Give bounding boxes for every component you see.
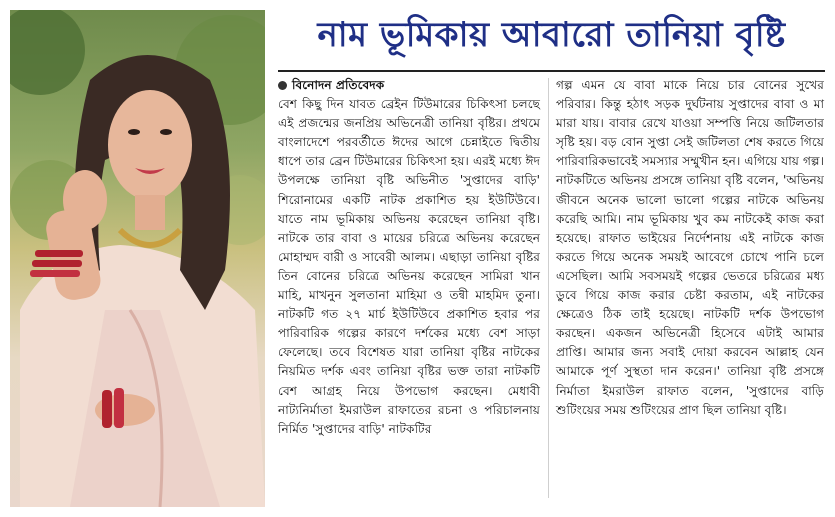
article-headline: নাম ভূমিকায় আবারো তানিয়া বৃষ্টি [317,14,786,55]
byline-text: বিনোদন প্রতিবেদক [292,78,385,92]
article-column-1 [278,76,540,439]
column-2-text: গল্প এমন যে বাবা মাকে নিয়ে চার বোনের সুখের পরিবার। কিন্তু হঠাৎ সড়ক দুর্ঘটনায় সুপ্তাদের বাবা ও মা মারা যায়। বাবার রেখে যাওয়া সম্পত্তি নিয়ে জটিলতার সৃষ্টি হয়। বড় বোন সুপ্তা সেই জটিলতা শেষ করতে গিয়ে পারিবারিকভাবেই সমস্যার সম্মুখীন হন। এগিয়ে যায় গল্প। নাটকটিতে অভিনয় প্রসঙ্গে তানিয়া বৃষ্টি বলেন, 'অভিনয় জীবনে অনেক ভালো ভালো গল্পের নাটকে অভিনয় করেছি আমি। নাম ভূমিকায় খুব কম নাটকেই কাজ করা হয়েছে। রাফাত ভাইয়ের নির্দেশনায় এই নাটকে কাজ করতে গিয়ে অনেক সময়ই আবেগে চোখে পানি চলে এসেছিল। আমি সবসময়ই গল্পের ভেতরে চরিত্রের মধ্য ডুবে গিয়ে কাজ করার চেষ্টা করতাম, এই নাটকের ক্ষেত্রেও ঠিক তাই হয়েছে। নাটকটি দর্শক উপভোগ করছেন। একজন অভিনেত্রী হিসেবে এটাই আমার প্রাপ্তি। আমার জন্য সবাই দোয়া করবেন আল্লাহ যেন আমাকে পূর্ণ সুস্থতা দান করেন।' তানিয়া বৃষ্টি প্রসঙ্গে নির্মাতা ইমরাউল রাফাত বলেন, 'সুপ্তাদের বাড়ি শুটিংয়ের সময় শুটিংয়ের প্রাণ ছিল তানিয়া বৃষ্টি। [556,78,824,417]
column-divider [548,78,549,498]
headline-rule [278,70,825,72]
bullet-icon [278,81,287,90]
portrait-photo [10,10,265,507]
portrait-illustration [10,10,265,507]
column-1-text: বেশ কিছু দিন যাবত ব্রেইন টিউমারের চিকিৎসা চলছে এই প্রজন্মের জনপ্রিয় অভিনেত্রী তানিয়া বৃষ্টির। প্রথমে বাংলাদেশে পরবর্তীতে ঈদের আগে চেন্নাইতে দ্বিতীয় ধাপে তার ব্রেন টিউমারের চিকিৎসা হয়। এরই মধ্যে ঈদ উপলক্ষে তানিয়া বৃষ্টি অভিনীত 'সুপ্তাদের বাড়ি' শিরোনামের একটি নাটক প্রকাশিত হয় ইউটিউবে। যাতে নাম ভূমিকায় অভিনয় করেছেন তানিয়া বৃষ্টি। নাটকে তার বাবা ও মায়ের চরিত্রে অভিনয় করেছেন মোহাম্মদ বারী ও সাবেরী আলম। এছাড়া তানিয়া বৃষ্টির তিন বোনের চরিত্রে অভিনয় করেছেন সামিরা খান মাহি, মাখনুন সুলতানা মাহিমা ও তন্বী মাহমিদ তুনা। নাটকটি গত ২৭ মার্চ ইউটিউবে প্রকাশিত হবার পর পারিবারিক গল্পের কারণে দর্শকের মধ্যে বেশ সাড়া ফেলেছে। তবে বিশেষত যারা তানিয়া বৃষ্টির নাটকের নিয়মিত দর্শক এবং তানিয়া বৃষ্টির ভক্ত তারা নাটকটি বেশ আগ্রহ নিয়ে উপভোগ করছেন। মেধাবী নাট্যনির্মাতা ইমরাউল রাফাতের রচনা ও পরিচালনায় নির্মিত 'সুপ্তাদের বাড়ি' নাটকটির [278,97,540,436]
byline [278,76,540,95]
article-column-2 [556,76,824,420]
